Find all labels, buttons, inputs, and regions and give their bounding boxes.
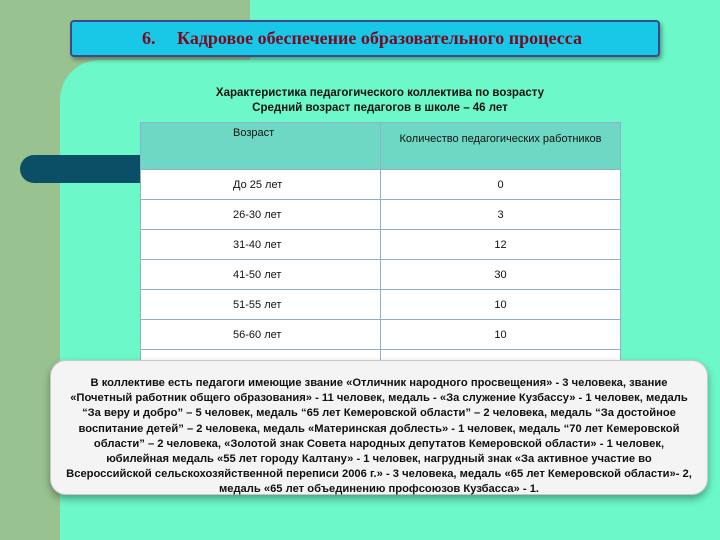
cell-age: 56-60 лет xyxy=(141,320,381,350)
cell-age: 26-30 лет xyxy=(141,200,381,230)
decorative-pill xyxy=(20,155,160,183)
cell-count: 12 xyxy=(381,230,621,260)
slide-title: Кадровое обеспечение образовательного процесса xyxy=(177,28,582,48)
slide-title-box xyxy=(70,20,660,57)
table-row xyxy=(141,170,621,200)
table-header-row xyxy=(141,123,621,170)
cell-age: До 25 лет xyxy=(141,170,381,200)
cell-count: 10 xyxy=(381,290,621,320)
table-row xyxy=(141,230,621,260)
slide-number: 6. xyxy=(142,28,156,48)
caption-line-2: Средний возраст педагогов в школе – 46 лет xyxy=(252,102,508,114)
cell-count: 3 xyxy=(381,200,621,230)
cell-count: 30 xyxy=(381,260,621,290)
table-caption xyxy=(140,86,620,116)
table-row xyxy=(141,290,621,320)
table-row xyxy=(141,320,621,350)
awards-text: В коллективе есть педагоги имеющие звание «Отличник народного просвещения» - 3 человека, звание «Почетный работник общего образования» - 11 человек, медаль - «За служение Кузбассу» - 1 человек, медаль “За веру и добро” – 5 человек, медаль “65 лет Кемеровской области” – 2 человека, медаль “За достойное воспитание детей” – 2 человека, медаль «Материнская доблесть» - 1 человек, медаль “70 лет Кемеровской области” – 2 человека, «Золотой знак Совета народных депутатов Кемеровской области» - 1 человек, юбилейная медаль «55 лет городу Калтану» - 1 человек, нагрудный знак «За активное участие во Всероссийской сельскохозяйственной переписи 2006 г.» - 3 человека, медаль «65 лет Кемеровской области»- 2, медаль «65 лет объединению профсоюзов Кузбасса» - 1. xyxy=(66,377,692,496)
age-table xyxy=(140,122,621,380)
cell-age: 41-50 лет xyxy=(141,260,381,290)
cell-age: 51-55 лет xyxy=(141,290,381,320)
header-age: Возраст xyxy=(141,123,381,170)
awards-info-box xyxy=(50,360,708,495)
cell-age: 31-40 лет xyxy=(141,230,381,260)
cell-count: 0 xyxy=(381,170,621,200)
table-row xyxy=(141,260,621,290)
header-count: Количество педагогических работников xyxy=(381,123,621,170)
table-row xyxy=(141,200,621,230)
caption-line-1: Характеристика педагогического коллектива по возрасту xyxy=(215,87,545,99)
cell-count: 10 xyxy=(381,320,621,350)
